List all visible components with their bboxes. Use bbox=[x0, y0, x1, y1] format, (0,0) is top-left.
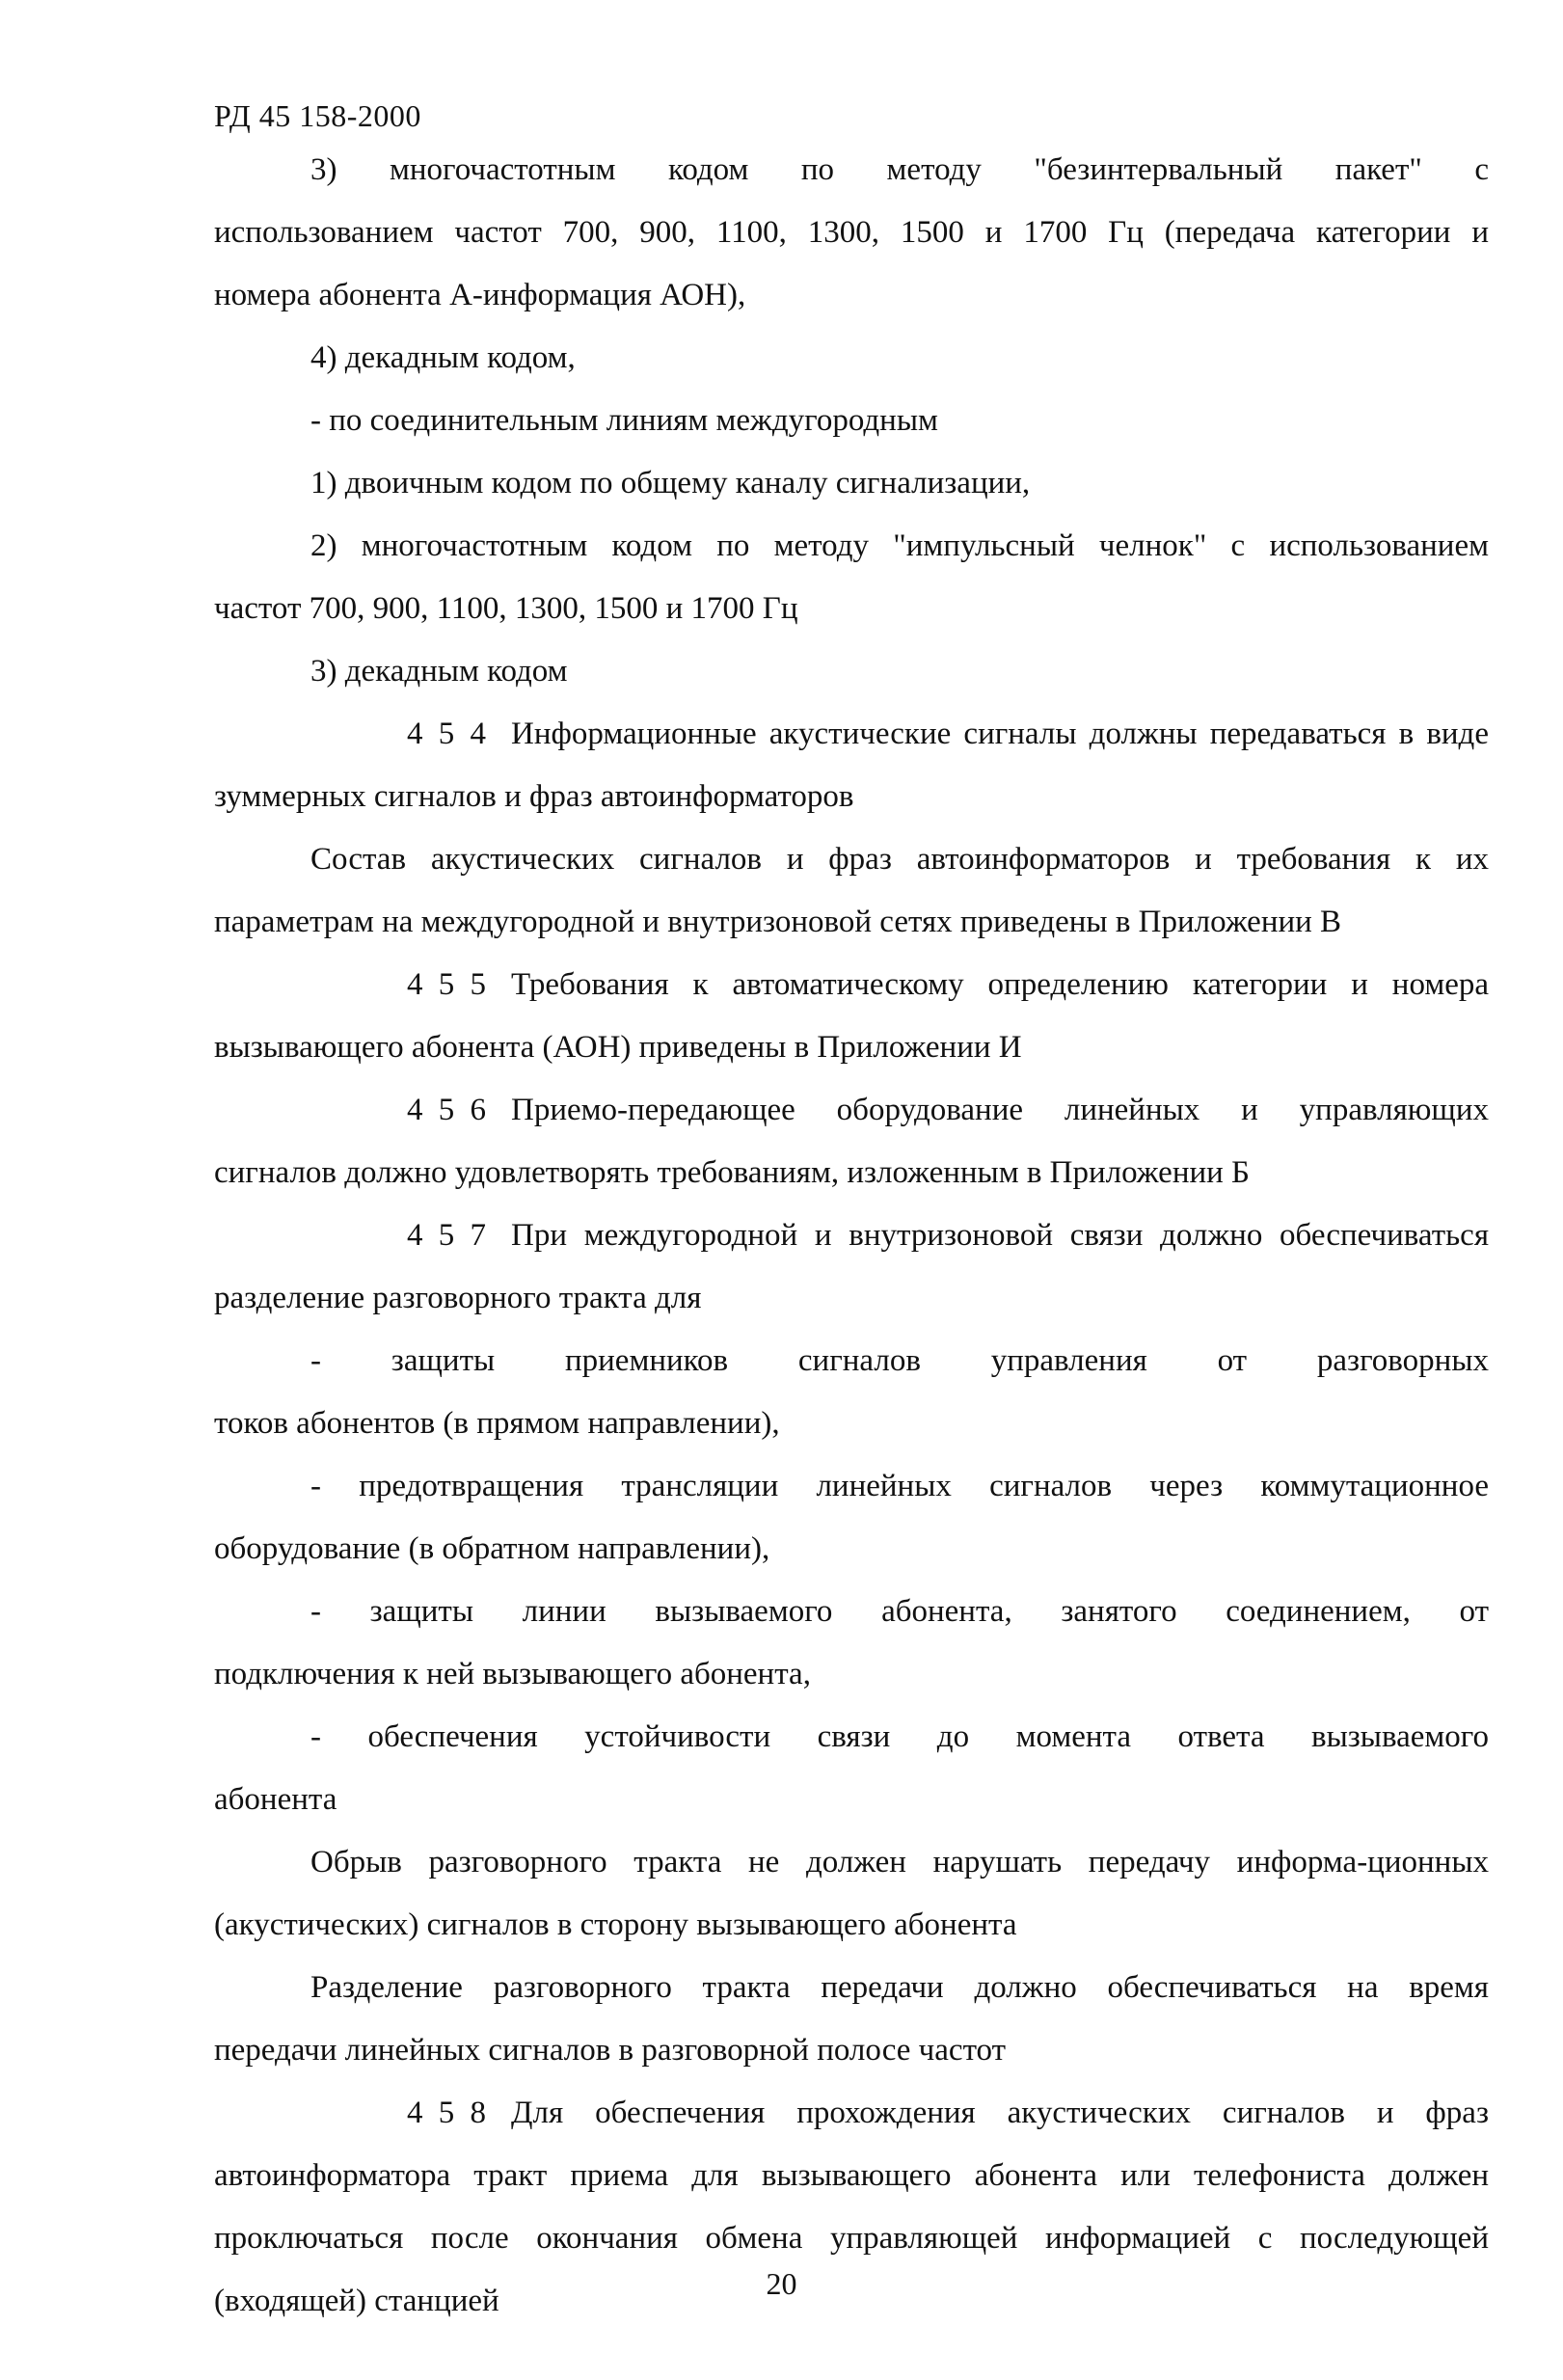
text-line: Обрыв разговорного тракта не должен нарушать передачу информа-ционных bbox=[310, 1845, 1489, 1880]
text-line: подключения к ней вызывающего абонента, bbox=[214, 1657, 811, 1691]
text-line: - обеспечения устойчивости связи до момента ответа вызываемого bbox=[310, 1719, 1489, 1754]
text-line: автоинформатора тракт приема для вызывающего абонента или телефониста должен bbox=[214, 2158, 1489, 2193]
text-line: Разделение разговорного тракта передачи должно обеспечиваться на время bbox=[310, 1970, 1489, 2005]
text-line: проключаться после окончания обмена управляющей информацией с последующей bbox=[214, 2221, 1489, 2256]
clause-number: 4 5 8 bbox=[407, 2096, 490, 2130]
text-line: использованием частот 700, 900, 1100, 1300, 1500 и 1700 Гц (передача категории и bbox=[214, 215, 1489, 250]
clause-number: 4 5 7 bbox=[407, 1218, 490, 1253]
page-number: 20 bbox=[766, 2266, 797, 2301]
text-line: (акустических) сигналов в сторону вызывающего абонента bbox=[214, 1907, 1017, 1942]
text-line: разделение разговорного тракта для bbox=[214, 1281, 702, 1315]
clause-number: 4 5 6 bbox=[407, 1093, 490, 1127]
text-line: передачи линейных сигналов в разговорной полосе частот bbox=[214, 2033, 1007, 2068]
text-line: - предотвращения трансляции линейных сигналов через коммутационное bbox=[310, 1469, 1489, 1503]
clause-4-5-4 bbox=[214, 703, 1489, 766]
text-line: абонента bbox=[214, 1782, 337, 1817]
text-line: частот 700, 900, 1100, 1300, 1500 и 1700 Гц bbox=[214, 591, 798, 626]
text-line: Для обеспечения прохождения акустических сигналов и фраз bbox=[511, 2096, 1489, 2130]
text-line: номера абонента А-информация АОН), bbox=[214, 278, 746, 312]
text-line: (входящей) станцией bbox=[214, 2284, 499, 2318]
clause-number: 4 5 4 bbox=[407, 717, 490, 751]
text-line: - защиты линии вызываемого абонента, занятого соединением, от bbox=[310, 1594, 1489, 1629]
text-line: Состав акустических сигналов и фраз автоинформаторов и требования к их bbox=[310, 842, 1489, 877]
clause-number: 4 5 5 bbox=[407, 967, 490, 1002]
clause-4-5-7 bbox=[214, 1204, 1489, 1267]
text-line: - по соединительным линиям междугородным bbox=[310, 403, 938, 438]
document-code: РД 45 158-2000 bbox=[214, 98, 421, 133]
page-body bbox=[214, 139, 1489, 2333]
text-line: зуммерных сигналов и фраз автоинформаторов bbox=[214, 779, 854, 814]
text-line: 3) декадным кодом bbox=[310, 654, 568, 689]
text-line: токов абонентов (в прямом направлении), bbox=[214, 1406, 780, 1441]
text-line: вызывающего абонента (АОН) приведены в Приложении И bbox=[214, 1030, 1022, 1065]
clause-4-5-8 bbox=[214, 2082, 1489, 2145]
text-line: 4) декадным кодом, bbox=[310, 340, 576, 375]
clause-4-5-6 bbox=[214, 1079, 1489, 1142]
text-line: сигналов должно удовлетворять требованиям, изложенным в Приложении Б bbox=[214, 1155, 1250, 1190]
text-line: 1) двоичным кодом по общему каналу сигнализации, bbox=[310, 466, 1031, 500]
text-line: Информационные акустические сигналы должны передаваться в виде bbox=[511, 717, 1489, 751]
text-line: При междугородной и внутризоновой связи должно обеспечиваться bbox=[511, 1218, 1489, 1253]
text-line: 3) многочастотным кодом по методу "безинтервальный пакет" с bbox=[310, 152, 1489, 187]
text-line: Требования к автоматическому определению категории и номера bbox=[511, 967, 1489, 1002]
text-line: 2) многочастотным кодом по методу "импульсный челнок" с использованием bbox=[310, 528, 1489, 563]
clause-4-5-5 bbox=[214, 954, 1489, 1016]
text-line: Приемо-передающее оборудование линейных и управляющих bbox=[511, 1093, 1489, 1127]
text-line: параметрам на междугородной и внутризоновой сетях приведены в Приложении В bbox=[214, 905, 1342, 939]
text-line: - защиты приемников сигналов управления от разговорных bbox=[310, 1343, 1489, 1378]
text-line: оборудование (в обратном направлении), bbox=[214, 1531, 770, 1566]
